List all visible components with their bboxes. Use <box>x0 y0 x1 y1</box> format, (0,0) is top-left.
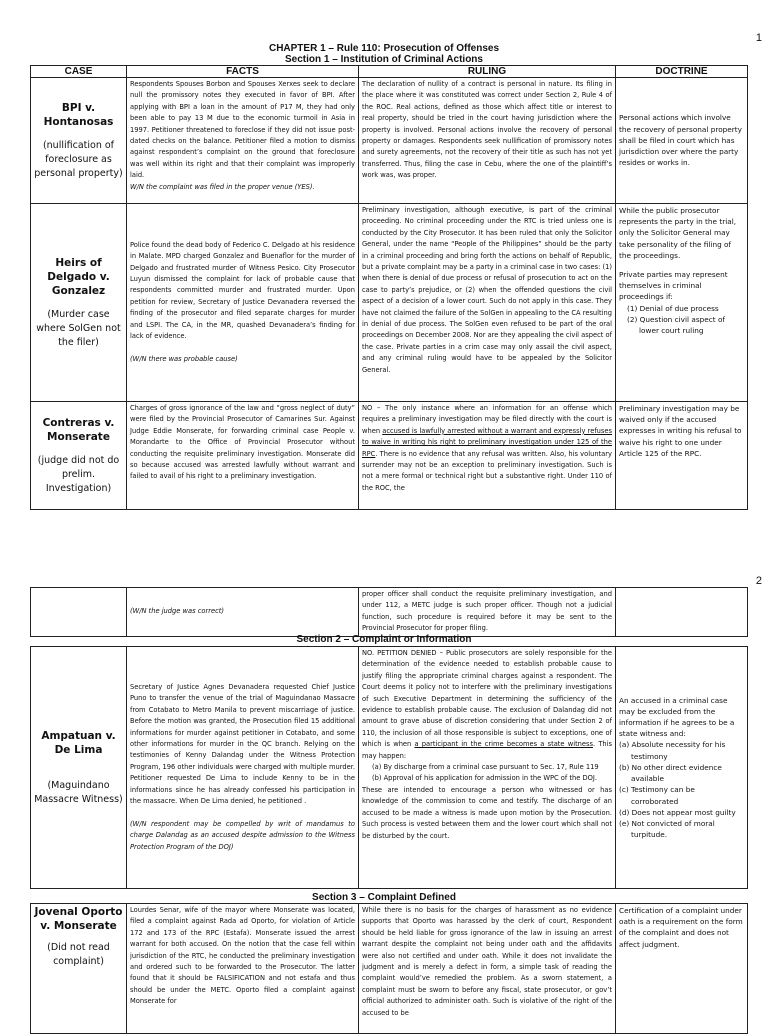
list-item: (c) Testimony can be corroborated <box>619 785 695 806</box>
case-table-continued <box>30 587 748 637</box>
facts-issue: W/N the complaint was filed in the proper venue (YES). <box>130 182 315 191</box>
section-title: Section 1 – Institution of Criminal Actions <box>285 54 483 65</box>
case-note: (Murder case where SolGen not the filer) <box>36 308 121 348</box>
list-item: (a) Absolute necessity for his testimony <box>619 740 726 761</box>
header-doctrine: DOCTRINE <box>616 66 748 78</box>
ruling-cell <box>359 402 616 510</box>
ruling-emphasis: accused is lawfully arrested without a warrant and expressly refuses to waive in writing his right to preliminary investigation under 125 of the RPC <box>362 426 612 458</box>
facts-cell <box>127 588 359 637</box>
ruling-cell <box>359 904 616 1034</box>
list-item: (d) Does not appear most guilty <box>619 807 736 817</box>
ruling-cell <box>359 647 616 889</box>
doctrine-text: While the public prosecutor represents the party in the trial, only the Solicitor General may take personality of the filing of the proceedings. <box>619 206 737 260</box>
facts-cell <box>127 402 359 510</box>
case-cell <box>31 78 127 204</box>
chapter-title: CHAPTER 1 – Rule 110: Prosecution of Offenses <box>268 43 500 54</box>
doctrine-text: An accused in a criminal case may be excluded from the information if he agrees to be a state witness and: <box>619 695 735 739</box>
facts-text: Charges of gross ignorance of the law and “gross neglect of duty” were filed by the Provincial Prosecutor of Camarines Sur. Against Judge Eddie Monserate, for forwarding criminal case People v. Morandarte to the Office of Provincial Prosecutor without conducting the requisite preliminary investigation. Monserate did so because accused was arrested lawfully without warrant and failed to avail of his right to a preliminary investigation. <box>130 404 355 481</box>
case-cell <box>31 904 127 1034</box>
doctrine-text: Personal actions which involve the recovery of personal property shall be filed in court which has jurisdiction over where the party resides or works in. <box>619 113 742 168</box>
header-ruling: RULING <box>359 66 616 78</box>
ruling-text: NO – The only instance where an information for an offense which requires a preliminary investigation may be filed directly with the court is when <box>362 404 612 435</box>
ruling-text: These are intended to encourage a person who witnessed or has knowledge of the commission to come and testify. The discharge of an accused to be made a witness is made upon motion by the Prosecution. Such process is vested between them and the lower court which shall not be disturbed by the court. <box>362 785 612 840</box>
ruling-text: NO. PETITION DENIED – Public prosecutors are solely responsible for the determination of the evidence needed to establish probable cause to justify filing the appropriate criminal charges against a respondent. The Court deems it policy not to interfere with the preliminary investigations of such Executive Department in determining the sufficiency of the evidence to establish probable cause. The exclusion of Dalandag did not amount to grave abuse of discretion considering that under Section 2 of 110, the inclusion of all those responsible is subject to exceptions, one of which is when <box>362 649 612 749</box>
table-row <box>31 78 748 204</box>
table-row <box>31 588 748 637</box>
doctrine-text: Private parties may represent themselves in criminal proceedings if: <box>619 270 728 302</box>
facts-issue: (W/N there was probable cause) <box>130 354 238 363</box>
table-row <box>31 402 748 510</box>
page-2 <box>0 572 768 1024</box>
case-name: Heirs of Delgado v. Gonzalez <box>47 256 110 297</box>
doctrine-text: Preliminary investigation may be waived only if the accused expresses in writing his refusal to waive his right to one under Article 125 of the RPC. <box>619 404 742 458</box>
case-cell <box>31 647 127 889</box>
doctrine-cell <box>616 204 748 402</box>
case-name: Ampatuan v. De Lima <box>41 729 116 756</box>
case-note: (nullification of foreclosure as personal property) <box>34 139 123 179</box>
doctrine-cell <box>616 78 748 204</box>
ruling-list <box>362 762 612 785</box>
doctrine-cell <box>616 588 748 637</box>
list-item: (1) Denial of due process <box>627 303 719 313</box>
doctrine-text: Certification of a complaint under oath is a requirement on the form of the complaint and does not affect judgment. <box>619 906 743 949</box>
ruling-text: The declaration of nullity of a contract is personal in nature. Its filing in the place where it was constituted was correct under Section 2, Rule 4 of the ROC. Real actions, defined as those which affect title or interest to real property, should be tried in the court having jurisdiction where the property is involved. Personal actions involve the recovery of personal property or damages. Respondents seek nullification of promissory notes and surety agreements, not the recovery of their title as such has not yet transferred. Thus, filing the case in Cebu, where the one of the plaintiff’s work was, was proper. <box>362 80 612 180</box>
ruling-cell <box>359 78 616 204</box>
case-table-section-3 <box>30 903 748 1034</box>
list-item: (b) Approval of his application for admission in the WPC of the DOJ. <box>372 774 597 783</box>
section-title: Section 3 – Complaint Defined <box>312 892 456 903</box>
case-name: Jovenal Oporto v. Monserate <box>34 906 123 932</box>
doctrine-cell <box>616 647 748 889</box>
case-note: (Did not read complaint) <box>47 942 110 967</box>
case-name: Contreras v. Monserate <box>42 416 115 443</box>
page-number: 1 <box>755 32 762 44</box>
ruling-cell <box>359 204 616 402</box>
table-row <box>31 904 748 1034</box>
facts-cell <box>127 78 359 204</box>
table-row <box>31 204 748 402</box>
list-item: (a) By discharge from a criminal case pursuant to Sec. 17, Rule 119 <box>372 763 599 772</box>
doctrine-cell <box>616 402 748 510</box>
facts-text: Respondents Spouses Borbon and Spouses Xerxes seek to declare null the promissory notes they executed in favor of BPI. After applying with BPI a loan in the amount of P17 M, they had only been able to pay 13 M due to the economic turmoil in Asia in 1997. Petitioner threatened to foreclose if they did not issue post-dated checks on the balance. Petitioner filed a motion to dismiss against respondent’s complaint on the ground that foreclosure was well within its right and that their complaint was improperly laid. <box>130 80 355 180</box>
table-row <box>31 647 748 889</box>
case-table-section-2 <box>30 646 748 889</box>
page-number: 2 <box>755 575 762 587</box>
case-cell <box>31 402 127 510</box>
case-name: BPI v. Hontanosas <box>43 101 114 128</box>
ruling-cell <box>359 588 616 637</box>
ruling-text: Preliminary investigation, although executive, is part of the criminal proceeding. No criminal proceeding under the RTC is tried unless one is conducted by the City Prosecutor. It has been ruled that only the Solicitor General, under the name “People of the Philippines” should be the party in a criminal proceeding and bring forth the actions on behalf of Republic, but a private complaint may be a party in a criminal case in two cases: (1) when there is denial of due process or refusal of prosecution to act on the case to party’s prejudice, or (2) when the offended questions the civil aspect of a decision of a lower court. Such do not apply in this case. They have not claimed the failure of the SolGen in appealing to the CA resulting in denial of due process. The SolGen even refused to be part of the oral proceedings on December 2008. Nor are they appealing the civil aspect of the case. Private parties in a crim case may only assail the civil aspect, and any criminal ruling would have to be appealed by the Solicitor General. <box>362 206 612 374</box>
facts-issue: (W/N the judge was correct) <box>130 607 224 616</box>
ruling-text: While there is no basis for the charges of harassment as no evidence supports that Oporto was harassed by the clerk of court, Respondent should be held liable for gross ignorance of the law in issuing an arrest warrant despite the complaint not being under oath and the affidavits were also not certified and under oath. While it does not invalidate the judgment and is merely a defect in form, a simple task of reading the complaint would’ve remedied the problem. As a sworn statement, a complaint must be sworn to before any fiscal, state prosecutor, or gov’t official authorized to administer oath. Such is violative of the right of the accused to be <box>362 906 612 1017</box>
case-table <box>30 65 748 510</box>
case-cell <box>31 588 127 637</box>
ruling-text: . There is no evidence that any refusal was written. Also, his voluntary surrender may not be an exception to preliminary investigation. Such is not a mere formal or technical right but a substantive right. Under 110 of the ROC, the <box>362 449 612 492</box>
list-item: (e) Not convicted of moral turpitude. <box>619 818 715 840</box>
header-facts: FACTS <box>127 66 359 78</box>
table-header-row <box>31 66 748 78</box>
list-item: (2) Question civil aspect of lower court ruling <box>627 314 725 336</box>
list-item: (b) No other direct evidence available <box>619 762 722 784</box>
facts-cell <box>127 904 359 1034</box>
facts-cell <box>127 647 359 889</box>
doctrine-cell <box>616 904 748 1034</box>
ruling-text: . This may happen: <box>362 740 613 760</box>
case-note: (judge did not do prelim. Investigation) <box>37 454 120 494</box>
doctrine-list <box>619 739 744 840</box>
facts-text: Secretary of Justice Agnes Devanadera requested Chief Justice Puno to transfer the venue of the trial of Maguindanao Massacre from Cotabato to Metro Manila to prevent miscarriage of justice. Before the motion was granted, the Prosecution filed 15 additional informations for murder against petitioner in Cotabato, and some other informations for murder in the QC branch. Relying on the testimonies of Kenny Dalandag under the Witness Protection Program, 196 other individuals were charged with multiple murder. Petitioner requested De Lima to include Kenny to be in the informations since he has already confessed his participation in the massacre. When De Lima denied, he petitioned . <box>130 682 355 806</box>
doctrine-list <box>619 303 744 337</box>
facts-cell <box>127 204 359 402</box>
ruling-text: proper officer shall conduct the requisite preliminary investigation, and under 112, a METC judge is such proper officer. Though not a judicial function, such procedure is required before it may be sent to the Provincial Prosecutor for proper filing. <box>362 590 612 633</box>
facts-text: Police found the dead body of Federico C. Delgado at his residence in Malate. MPD charged Gonzalez and Buenaflor for the murder of Delgado and frustrated murder of Witness Pesico. City Prosecutor Luyun dismissed the complaint for lack of probable cause that respondents committed murder and frustrated murder. Upon petition for review, Secretary of Justice Devanadera reversed the finding of the prosecutor and filed separate charges for murder and LSPI. The CA, in the MR, quashed Devanadera’s finding for lack of evidence. <box>130 240 355 341</box>
facts-issue: (W/N respondent may be compelled by writ of mandamus to charge Dalandag as an accused despite admission to the Witness Protection Program of the DOJ) <box>130 819 355 851</box>
facts-text: Lourdes Senar, wife of the mayor where Monserate was located, filed a complaint against Rada ad Oporto, for violation of Article 172 and 173 of the RPC (Estafa). Monserate issued the arrest warrant for both accused. On the notion that the case fell within jurisdiction of the RTC, he conducted the preliminary investigation and ordered such to be forwarded to the Prosecutor. The latter found that it should be FALSIFICATION and not estafa and thus should be under the METC. Oporto filed a complaint against Monserate for <box>130 906 355 1006</box>
header-case: CASE <box>31 66 127 78</box>
case-note: (Maguindano Massacre Witness) <box>34 779 123 805</box>
case-cell <box>31 204 127 402</box>
section-title: Section 2 – Complaint or Information <box>296 634 472 645</box>
ruling-emphasis: a participant in the crime becomes a state witness <box>414 740 594 749</box>
